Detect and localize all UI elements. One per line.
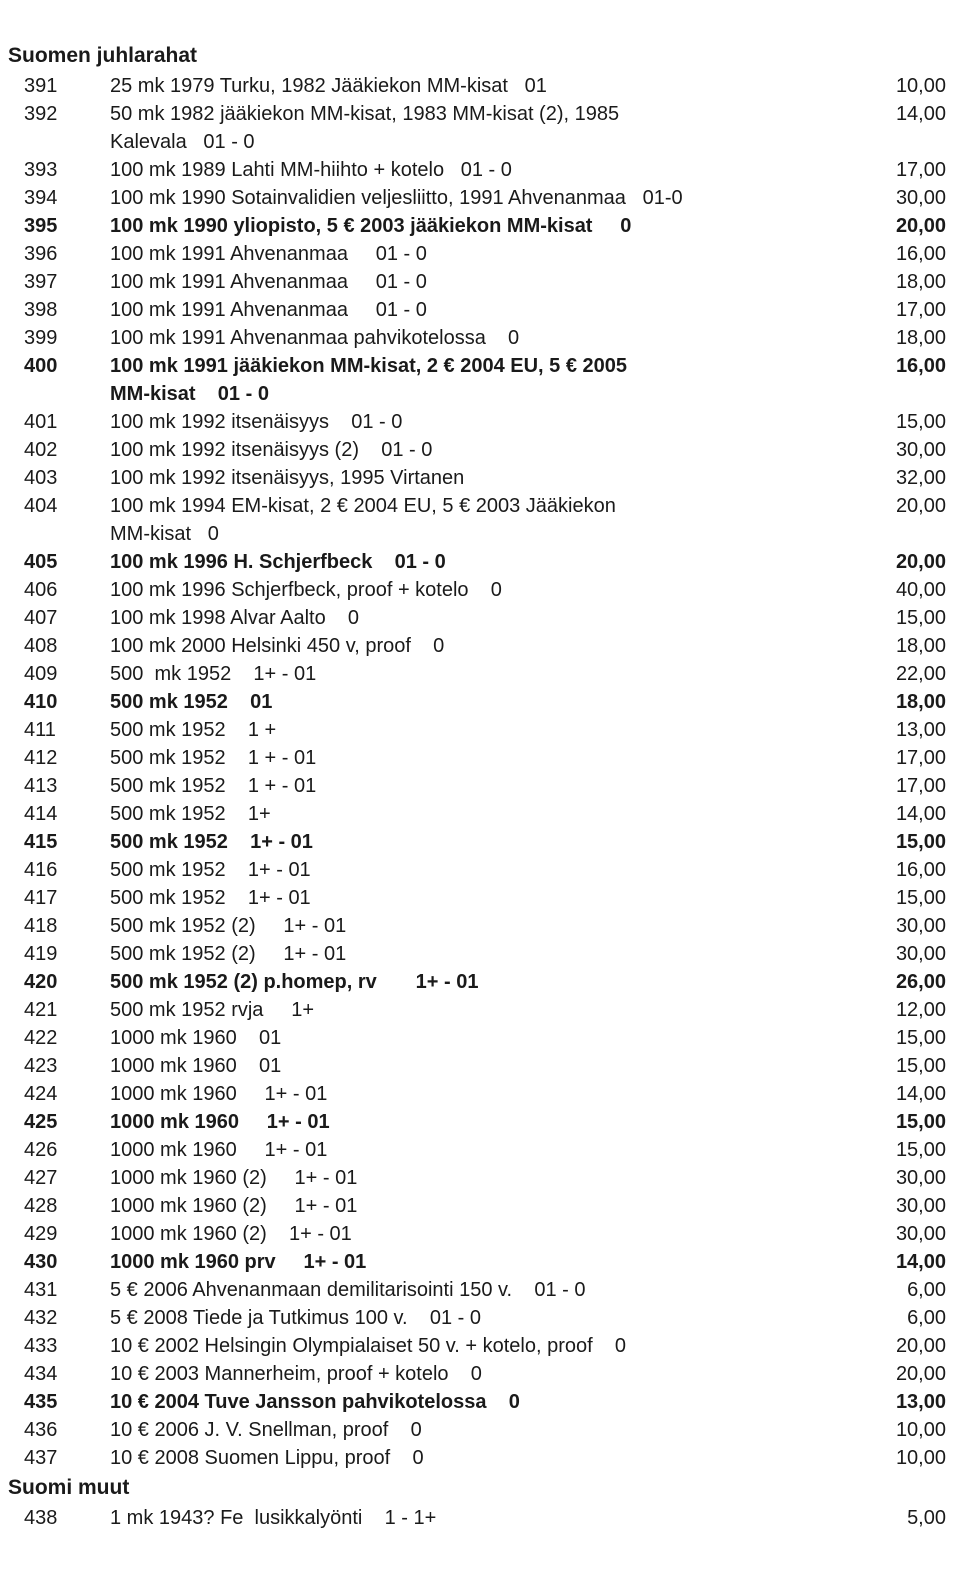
item-number: 393	[24, 159, 58, 181]
item-description	[110, 352, 850, 408]
list-item	[0, 968, 960, 996]
item-price: 20,00	[895, 495, 946, 517]
item-price: 20,00	[895, 1363, 946, 1385]
description-line: 100 mk 1991 Ahvenanmaa 01 - 0	[110, 299, 427, 321]
list-item	[0, 632, 960, 660]
item-number: 399	[24, 327, 58, 349]
item-description	[110, 772, 850, 800]
description-line: 500 mk 1952 (2) 1+ - 01	[110, 915, 347, 937]
description-line: 5 € 2008 Tiede ja Tutkimus 100 v. 01 - 0	[110, 1307, 481, 1329]
item-price: 15,00	[895, 1111, 946, 1133]
item-number: 423	[24, 1055, 58, 1077]
item-description	[110, 744, 850, 772]
item-description	[110, 688, 850, 716]
item-description	[110, 1164, 850, 1192]
item-number: 434	[24, 1363, 58, 1385]
item-description	[110, 464, 850, 492]
item-price: 5,00	[907, 1507, 946, 1529]
item-description	[110, 632, 850, 660]
description-line: 500 mk 1952 (2) p.homep, rv 1+ - 01	[110, 971, 479, 993]
list-item	[0, 1052, 960, 1080]
item-number: 427	[24, 1167, 58, 1189]
item-number: 405	[24, 551, 58, 573]
item-number: 426	[24, 1139, 58, 1161]
item-number: 428	[24, 1195, 58, 1217]
item-number: 400	[24, 355, 58, 377]
list-item	[0, 268, 960, 296]
description-line: 10 € 2008 Suomen Lippu, proof 0	[110, 1447, 424, 1469]
item-price: 17,00	[895, 159, 946, 181]
description-line: 1000 mk 1960 (2) 1+ - 01	[110, 1167, 358, 1189]
item-price: 13,00	[895, 719, 946, 741]
list-item	[0, 1136, 960, 1164]
description-line: 100 mk 1996 Schjerfbeck, proof + kotelo 0	[110, 579, 502, 601]
item-number: 421	[24, 999, 58, 1021]
item-description	[110, 1192, 850, 1220]
description-line: 1000 mk 1960 prv 1+ - 01	[110, 1251, 367, 1273]
description-line: 100 mk 2000 Helsinki 450 v, proof 0	[110, 635, 445, 657]
item-price: 6,00	[907, 1279, 946, 1301]
item-number: 433	[24, 1335, 58, 1357]
description-line: 100 mk 1990 yliopisto, 5 € 2003 jääkiekon MM-kisat 0	[110, 215, 632, 237]
item-description	[110, 296, 850, 324]
item-price: 15,00	[895, 607, 946, 629]
item-number: 420	[24, 971, 58, 993]
item-price: 13,00	[895, 1391, 946, 1413]
item-description	[110, 856, 850, 884]
item-price: 16,00	[895, 355, 946, 377]
description-line: 1000 mk 1960 1+ - 01	[110, 1111, 330, 1133]
item-number: 413	[24, 775, 58, 797]
description-line: MM-kisat 0	[110, 523, 219, 545]
description-line: 500 mk 1952 1+	[110, 803, 271, 825]
description-line: 5 € 2006 Ahvenanmaan demilitarisointi 150 v. 01 - 0	[110, 1279, 586, 1301]
item-price: 30,00	[895, 187, 946, 209]
item-price: 20,00	[895, 1335, 946, 1357]
list-item	[0, 576, 960, 604]
description-line: 100 mk 1992 itsenäisyys 01 - 0	[110, 411, 403, 433]
item-price: 15,00	[895, 831, 946, 853]
item-number: 418	[24, 915, 58, 937]
item-price: 10,00	[895, 1419, 946, 1441]
description-line: 100 mk 1992 itsenäisyys, 1995 Virtanen	[110, 467, 465, 489]
list-item	[0, 72, 960, 100]
item-price: 26,00	[895, 971, 946, 993]
item-price: 14,00	[895, 1251, 946, 1273]
list-item	[0, 828, 960, 856]
description-line: 500 mk 1952 1 + - 01	[110, 775, 317, 797]
description-line: 1000 mk 1960 1+ - 01	[110, 1139, 328, 1161]
description-line: 500 mk 1952 01	[110, 691, 273, 713]
item-price: 15,00	[895, 887, 946, 909]
item-number: 435	[24, 1391, 58, 1413]
item-number: 409	[24, 663, 58, 685]
description-line: 100 mk 1990 Sotainvalidien veljesliitto, 1991 Ahvenanmaa 01-0	[110, 187, 683, 209]
item-number: 414	[24, 803, 58, 825]
description-line: 100 mk 1989 Lahti MM-hiihto + kotelo 01 - 0	[110, 159, 512, 181]
description-line: 25 mk 1979 Turku, 1982 Jääkiekon MM-kisat 01	[110, 75, 547, 97]
item-price: 20,00	[895, 551, 946, 573]
item-description	[110, 268, 850, 296]
item-number: 430	[24, 1251, 58, 1273]
description-line: 100 mk 1992 itsenäisyys (2) 01 - 0	[110, 439, 433, 461]
item-description	[110, 548, 850, 576]
description-line: 100 mk 1991 Ahvenanmaa pahvikotelossa 0	[110, 327, 520, 349]
description-line: 500 mk 1952 1+ - 01	[110, 859, 311, 881]
item-price: 14,00	[895, 103, 946, 125]
item-description	[110, 576, 850, 604]
item-description	[110, 604, 850, 632]
list-item	[0, 1276, 960, 1304]
item-description	[110, 1332, 850, 1360]
description-line: 1 mk 1943? Fe lusikkalyönti 1 - 1+	[110, 1507, 437, 1529]
description-line: 100 mk 1991 jääkiekon MM-kisat, 2 € 2004 EU, 5 € 2005	[110, 355, 627, 377]
item-number: 429	[24, 1223, 58, 1245]
item-price: 12,00	[895, 999, 946, 1021]
list-item	[0, 212, 960, 240]
item-number: 425	[24, 1111, 58, 1133]
list-item	[0, 1304, 960, 1332]
list-item	[0, 1192, 960, 1220]
item-price: 16,00	[895, 243, 946, 265]
item-number: 437	[24, 1447, 58, 1469]
item-number: 396	[24, 243, 58, 265]
item-description	[110, 156, 850, 184]
item-price: 15,00	[895, 1055, 946, 1077]
item-number: 436	[24, 1419, 58, 1441]
item-price: 30,00	[895, 439, 946, 461]
list-item	[0, 184, 960, 212]
item-description	[110, 940, 850, 968]
item-description	[110, 660, 850, 688]
item-description	[110, 800, 850, 828]
item-price: 17,00	[895, 747, 946, 769]
item-description	[110, 1304, 850, 1332]
list-item	[0, 1504, 960, 1532]
list-item	[0, 100, 960, 156]
item-description	[110, 1248, 850, 1276]
item-description	[110, 1136, 850, 1164]
list-item	[0, 548, 960, 576]
item-description	[110, 72, 850, 100]
description-line: 1000 mk 1960 (2) 1+ - 01	[110, 1195, 358, 1217]
item-number: 412	[24, 747, 58, 769]
description-line: 100 mk 1991 Ahvenanmaa 01 - 0	[110, 271, 427, 293]
list-item	[0, 688, 960, 716]
description-line: 500 mk 1952 1+ - 01	[110, 663, 317, 685]
item-price: 18,00	[895, 635, 946, 657]
item-description	[110, 1108, 850, 1136]
item-price: 15,00	[895, 1027, 946, 1049]
description-line: 500 mk 1952 (2) 1+ - 01	[110, 943, 347, 965]
item-price: 22,00	[895, 663, 946, 685]
item-price: 30,00	[895, 943, 946, 965]
item-description	[110, 1360, 850, 1388]
item-number: 394	[24, 187, 58, 209]
list-item	[0, 772, 960, 800]
list-item	[0, 1108, 960, 1136]
item-price: 14,00	[895, 1083, 946, 1105]
item-description	[110, 184, 850, 212]
item-description	[110, 1444, 850, 1472]
list-item	[0, 912, 960, 940]
list-item	[0, 408, 960, 436]
item-number: 398	[24, 299, 58, 321]
item-price: 15,00	[895, 411, 946, 433]
list-item	[0, 1220, 960, 1248]
list-item	[0, 1080, 960, 1108]
list-item	[0, 604, 960, 632]
item-number: 392	[24, 103, 58, 125]
item-number: 424	[24, 1083, 58, 1105]
list-item	[0, 156, 960, 184]
item-description	[110, 492, 850, 548]
item-price: 17,00	[895, 299, 946, 321]
list-item	[0, 1360, 960, 1388]
item-price: 32,00	[895, 467, 946, 489]
description-line: 500 mk 1952 1 +	[110, 719, 277, 741]
description-line: 1000 mk 1960 1+ - 01	[110, 1083, 328, 1105]
list-item	[0, 744, 960, 772]
item-description	[110, 1388, 850, 1416]
description-line: 100 mk 1998 Alvar Aalto 0	[110, 607, 360, 629]
description-line: 10 € 2006 J. V. Snellman, proof 0	[110, 1419, 422, 1441]
description-line: 100 mk 1996 H. Schjerfbeck 01 - 0	[110, 551, 446, 573]
description-line: Kalevala 01 - 0	[110, 131, 255, 153]
list-item	[0, 1416, 960, 1444]
item-description	[110, 912, 850, 940]
item-description	[110, 240, 850, 268]
item-number: 401	[24, 411, 58, 433]
list-item	[0, 660, 960, 688]
item-price: 30,00	[895, 1223, 946, 1245]
list-item	[0, 856, 960, 884]
item-description	[110, 1080, 850, 1108]
item-description	[110, 324, 850, 352]
item-number: 397	[24, 271, 58, 293]
item-price: 15,00	[895, 1139, 946, 1161]
item-number: 431	[24, 1279, 58, 1301]
item-number: 408	[24, 635, 58, 657]
list-item	[0, 1248, 960, 1276]
item-number: 407	[24, 607, 58, 629]
item-price: 20,00	[895, 215, 946, 237]
item-number: 415	[24, 831, 58, 853]
item-price: 30,00	[895, 1195, 946, 1217]
item-price: 40,00	[895, 579, 946, 601]
item-number: 402	[24, 439, 58, 461]
item-price: 18,00	[895, 327, 946, 349]
description-line: 10 € 2002 Helsingin Olympialaiset 50 v. + kotelo, proof 0	[110, 1335, 627, 1357]
item-number: 438	[24, 1507, 58, 1529]
list-item	[0, 940, 960, 968]
description-line: 500 mk 1952 1 + - 01	[110, 747, 317, 769]
list-item	[0, 1388, 960, 1416]
item-number: 416	[24, 859, 58, 881]
list-item	[0, 1164, 960, 1192]
item-description	[110, 408, 850, 436]
description-line: 500 mk 1952 1+ - 01	[110, 887, 311, 909]
item-description	[110, 716, 850, 744]
list-item	[0, 800, 960, 828]
list-item	[0, 352, 960, 408]
item-price: 6,00	[907, 1307, 946, 1329]
item-description	[110, 828, 850, 856]
description-line: 500 mk 1952 1+ - 01	[110, 831, 313, 853]
list-item	[0, 464, 960, 492]
section-title: Suomi muut	[8, 1476, 130, 1499]
item-price: 30,00	[895, 915, 946, 937]
item-number: 410	[24, 691, 58, 713]
item-description	[110, 1052, 850, 1080]
item-number: 432	[24, 1307, 58, 1329]
item-number: 417	[24, 887, 58, 909]
item-price: 18,00	[895, 691, 946, 713]
item-price: 17,00	[895, 775, 946, 797]
item-number: 406	[24, 579, 58, 601]
item-description	[110, 1220, 850, 1248]
description-line: 100 mk 1991 Ahvenanmaa 01 - 0	[110, 243, 427, 265]
description-line: 1000 mk 1960 01	[110, 1027, 282, 1049]
item-price: 18,00	[895, 271, 946, 293]
item-number: 422	[24, 1027, 58, 1049]
item-price: 16,00	[895, 859, 946, 881]
description-line: 500 mk 1952 rvja 1+	[110, 999, 315, 1021]
list-item	[0, 324, 960, 352]
item-description	[110, 436, 850, 464]
description-line: 1000 mk 1960 (2) 1+ - 01	[110, 1223, 352, 1245]
item-description	[110, 968, 850, 996]
item-number: 404	[24, 495, 58, 517]
section-title: Suomen juhlarahat	[8, 44, 198, 67]
item-price: 30,00	[895, 1167, 946, 1189]
item-price: 10,00	[895, 1447, 946, 1469]
item-description	[110, 996, 850, 1024]
list-item	[0, 884, 960, 912]
item-number: 395	[24, 215, 58, 237]
list-item	[0, 716, 960, 744]
description-line: MM-kisat 01 - 0	[110, 383, 269, 405]
description-line: 50 mk 1982 jääkiekon MM-kisat, 1983 MM-kisat (2), 1985	[110, 103, 620, 125]
item-description	[110, 212, 850, 240]
list-item	[0, 996, 960, 1024]
item-number: 419	[24, 943, 58, 965]
list-item	[0, 492, 960, 548]
item-number: 403	[24, 467, 58, 489]
item-number: 411	[24, 719, 56, 741]
list-item	[0, 1024, 960, 1052]
description-line: 1000 mk 1960 01	[110, 1055, 282, 1077]
description-line: 10 € 2003 Mannerheim, proof + kotelo 0	[110, 1363, 482, 1385]
item-description	[110, 884, 850, 912]
item-description	[110, 100, 850, 156]
list-item	[0, 1444, 960, 1472]
description-line: 100 mk 1994 EM-kisat, 2 € 2004 EU, 5 € 2003 Jääkiekon	[110, 495, 616, 517]
description-line: 10 € 2004 Tuve Jansson pahvikotelossa 0	[110, 1391, 520, 1413]
item-price: 14,00	[895, 803, 946, 825]
item-description	[110, 1504, 850, 1532]
item-description	[110, 1024, 850, 1052]
list-item	[0, 240, 960, 268]
item-number: 391	[24, 75, 58, 97]
item-description	[110, 1416, 850, 1444]
item-description	[110, 1276, 850, 1304]
list-item	[0, 436, 960, 464]
list-item	[0, 296, 960, 324]
item-price: 10,00	[895, 75, 946, 97]
list-item	[0, 1332, 960, 1360]
